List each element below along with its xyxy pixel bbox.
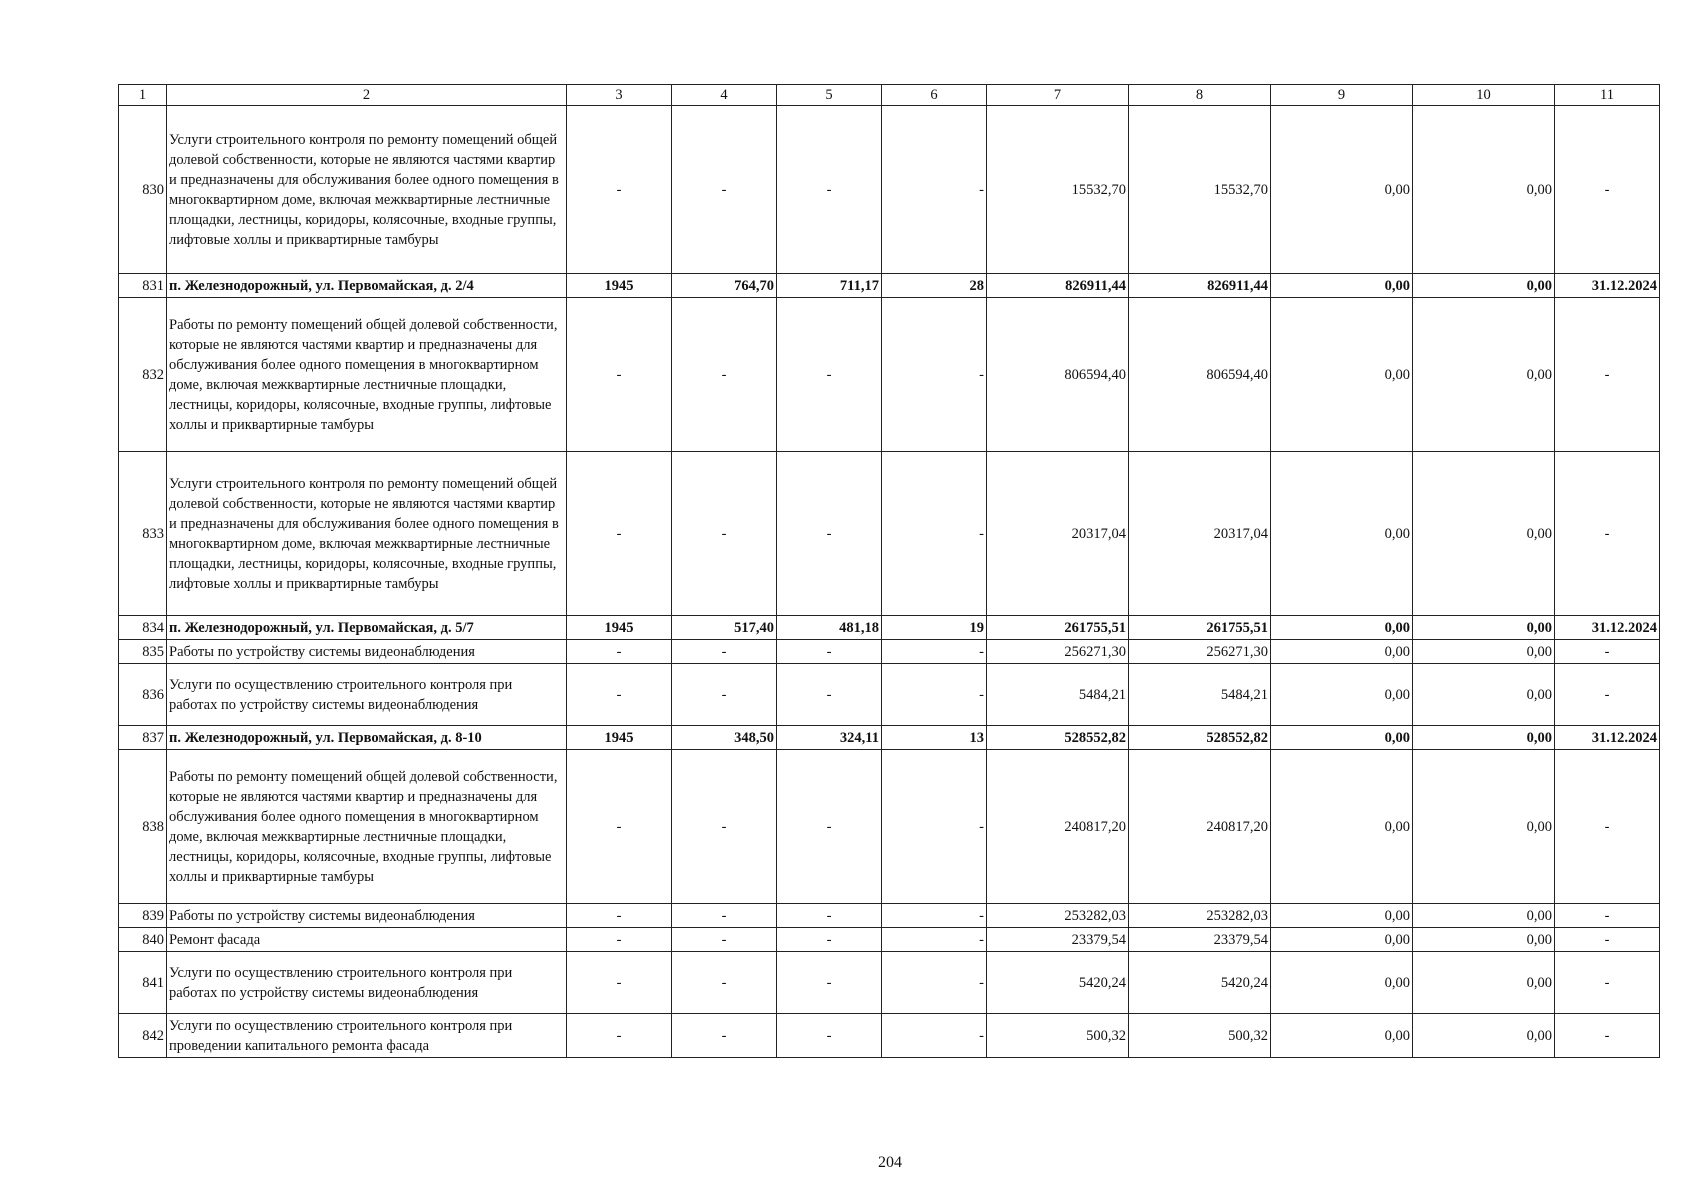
works-table (118, 84, 1660, 1058)
cell-col-7: 23379,54 (987, 928, 1129, 952)
cell-col-3: - (567, 298, 672, 452)
row-number: 838 (119, 750, 167, 904)
row-number: 830 (119, 106, 167, 274)
cell-col-5: - (777, 298, 882, 452)
cell-col-8: 528552,82 (1129, 726, 1271, 750)
cell-col-3: - (567, 452, 672, 616)
cell-col-10: 0,00 (1413, 616, 1555, 640)
cell-col-7: 253282,03 (987, 904, 1129, 928)
cell-col-5: - (777, 750, 882, 904)
cell-col-5: - (777, 928, 882, 952)
table-row (119, 952, 1660, 1014)
cell-col-6: 19 (882, 616, 987, 640)
table-row (119, 106, 1660, 274)
cell-col-11: - (1555, 750, 1660, 904)
row-number: 842 (119, 1014, 167, 1058)
cell-col-8: 5484,21 (1129, 664, 1271, 726)
cell-col-9: 0,00 (1271, 750, 1413, 904)
cell-col-9: 0,00 (1271, 274, 1413, 298)
cell-col-8: 5420,24 (1129, 952, 1271, 1014)
header-col-1: 1 (119, 85, 167, 106)
cell-col-4: - (672, 904, 777, 928)
cell-col-9: 0,00 (1271, 726, 1413, 750)
cell-col-11: - (1555, 298, 1660, 452)
header-col-8: 8 (1129, 85, 1271, 106)
cell-col-6: - (882, 750, 987, 904)
cell-col-9: 0,00 (1271, 298, 1413, 452)
header-col-6: 6 (882, 85, 987, 106)
cell-col-8: 826911,44 (1129, 274, 1271, 298)
cell-col-6: - (882, 664, 987, 726)
header-col-5: 5 (777, 85, 882, 106)
cell-col-10: 0,00 (1413, 1014, 1555, 1058)
cell-col-3: - (567, 1014, 672, 1058)
address: п. Железнодорожный, ул. Первомайская, д. 2/4 (167, 274, 567, 298)
cell-col-6: - (882, 952, 987, 1014)
work-description: Услуги по осуществлению строительного контроля при проведении капитального ремонта фасада (167, 1014, 567, 1058)
table-row (119, 904, 1660, 928)
cell-col-4: - (672, 664, 777, 726)
cell-col-5: - (777, 952, 882, 1014)
work-description: Работы по ремонту помещений общей долевой собственности, которые не являются частями квартир и предназначены для обслуживания более одного помещения в многоквартирном доме, включая межквартирные лестничные площадки, лестницы, коридоры, колясочные, входные группы, лифтовые холлы и приквартирные тамбуры (167, 298, 567, 452)
header-col-10: 10 (1413, 85, 1555, 106)
cell-col-6: 13 (882, 726, 987, 750)
cell-col-10: 0,00 (1413, 904, 1555, 928)
cell-col-5: - (777, 904, 882, 928)
work-description: Услуги строительного контроля по ремонту помещений общей долевой собственности, которые не являются частями квартир и предназначены для обслуживания более одного помещения в многоквартирном доме, включая межквартирные лестничные площадки, лестницы, коридоры, колясочные, входные группы, лифтовые холлы и приквартирные тамбуры (167, 452, 567, 616)
cell-col-3: - (567, 750, 672, 904)
cell-col-6: - (882, 904, 987, 928)
table-row (119, 640, 1660, 664)
row-number: 841 (119, 952, 167, 1014)
cell-col-11: - (1555, 1014, 1660, 1058)
cell-col-3: 1945 (567, 726, 672, 750)
cell-col-3: - (567, 928, 672, 952)
cell-col-9: 0,00 (1271, 452, 1413, 616)
cell-col-6: - (882, 452, 987, 616)
header-col-11: 11 (1555, 85, 1660, 106)
header-row (119, 85, 1660, 106)
work-description: Услуги строительного контроля по ремонту помещений общей долевой собственности, которые не являются частями квартир и предназначены для обслуживания более одного помещения в многоквартирном доме, включая межквартирные лестничные площадки, лестницы, коридоры, колясочные, входные группы, лифтовые холлы и приквартирные тамбуры (167, 106, 567, 274)
cell-col-8: 20317,04 (1129, 452, 1271, 616)
cell-col-3: - (567, 952, 672, 1014)
cell-col-10: 0,00 (1413, 664, 1555, 726)
cell-col-7: 20317,04 (987, 452, 1129, 616)
cell-col-3: - (567, 106, 672, 274)
table-row (119, 1014, 1660, 1058)
cell-col-11: - (1555, 106, 1660, 274)
cell-col-5: 324,11 (777, 726, 882, 750)
cell-col-5: - (777, 664, 882, 726)
cell-col-4: - (672, 298, 777, 452)
cell-col-8: 806594,40 (1129, 298, 1271, 452)
cell-col-7: 261755,51 (987, 616, 1129, 640)
table-row (119, 298, 1660, 452)
cell-col-7: 500,32 (987, 1014, 1129, 1058)
cell-col-10: 0,00 (1413, 726, 1555, 750)
cell-col-7: 5484,21 (987, 664, 1129, 726)
cell-col-8: 23379,54 (1129, 928, 1271, 952)
cell-col-3: - (567, 664, 672, 726)
cell-col-4: - (672, 1014, 777, 1058)
table-row (119, 726, 1660, 750)
cell-col-5: - (777, 640, 882, 664)
cell-col-6: - (882, 106, 987, 274)
cell-col-11: - (1555, 952, 1660, 1014)
cell-col-10: 0,00 (1413, 952, 1555, 1014)
header-col-9: 9 (1271, 85, 1413, 106)
work-description: Работы по устройству системы видеонаблюдения (167, 904, 567, 928)
cell-col-6: 28 (882, 274, 987, 298)
cell-col-5: - (777, 452, 882, 616)
work-description: Услуги по осуществлению строительного контроля при работах по устройству системы видеонаблюдения (167, 664, 567, 726)
cell-col-3: 1945 (567, 274, 672, 298)
row-number: 836 (119, 664, 167, 726)
cell-col-11: - (1555, 640, 1660, 664)
cell-col-8: 500,32 (1129, 1014, 1271, 1058)
cell-col-11: - (1555, 664, 1660, 726)
row-number: 831 (119, 274, 167, 298)
cell-col-4: - (672, 106, 777, 274)
cell-col-9: 0,00 (1271, 640, 1413, 664)
cell-col-3: - (567, 904, 672, 928)
cell-col-4: - (672, 750, 777, 904)
row-number: 833 (119, 452, 167, 616)
table-row (119, 750, 1660, 904)
header-col-4: 4 (672, 85, 777, 106)
cell-col-9: 0,00 (1271, 904, 1413, 928)
cell-col-4: - (672, 952, 777, 1014)
cell-col-7: 826911,44 (987, 274, 1129, 298)
row-number: 832 (119, 298, 167, 452)
table-row (119, 616, 1660, 640)
cell-col-9: 0,00 (1271, 664, 1413, 726)
cell-col-7: 256271,30 (987, 640, 1129, 664)
cell-col-8: 240817,20 (1129, 750, 1271, 904)
row-number: 837 (119, 726, 167, 750)
cell-col-7: 528552,82 (987, 726, 1129, 750)
cell-col-11: 31.12.2024 (1555, 274, 1660, 298)
header-col-7: 7 (987, 85, 1129, 106)
cell-col-4: 764,70 (672, 274, 777, 298)
cell-col-10: 0,00 (1413, 452, 1555, 616)
cell-col-10: 0,00 (1413, 928, 1555, 952)
cell-col-10: 0,00 (1413, 640, 1555, 664)
header-col-3: 3 (567, 85, 672, 106)
cell-col-7: 15532,70 (987, 106, 1129, 274)
cell-col-3: - (567, 640, 672, 664)
row-number: 839 (119, 904, 167, 928)
address: п. Железнодорожный, ул. Первомайская, д. 8-10 (167, 726, 567, 750)
cell-col-9: 0,00 (1271, 928, 1413, 952)
header-col-2: 2 (167, 85, 567, 106)
cell-col-4: - (672, 640, 777, 664)
page-number: 204 (878, 1154, 902, 1171)
cell-col-4: 348,50 (672, 726, 777, 750)
row-number: 840 (119, 928, 167, 952)
cell-col-11: - (1555, 452, 1660, 616)
cell-col-6: - (882, 928, 987, 952)
cell-col-5: - (777, 106, 882, 274)
cell-col-5: 711,17 (777, 274, 882, 298)
cell-col-9: 0,00 (1271, 106, 1413, 274)
cell-col-5: - (777, 1014, 882, 1058)
table-row (119, 274, 1660, 298)
work-description: Услуги по осуществлению строительного контроля при работах по устройству системы видеонаблюдения (167, 952, 567, 1014)
cell-col-11: - (1555, 928, 1660, 952)
cell-col-10: 0,00 (1413, 106, 1555, 274)
work-description: Ремонт фасада (167, 928, 567, 952)
cell-col-4: - (672, 452, 777, 616)
row-number: 834 (119, 616, 167, 640)
row-number: 835 (119, 640, 167, 664)
cell-col-8: 253282,03 (1129, 904, 1271, 928)
work-description: Работы по ремонту помещений общей долевой собственности, которые не являются частями квартир и предназначены для обслуживания более одного помещения в многоквартирном доме, включая межквартирные лестничные площадки, лестницы, коридоры, колясочные, входные группы, лифтовые холлы и приквартирные тамбуры (167, 750, 567, 904)
cell-col-10: 0,00 (1413, 274, 1555, 298)
cell-col-9: 0,00 (1271, 952, 1413, 1014)
table-row (119, 664, 1660, 726)
cell-col-4: 517,40 (672, 616, 777, 640)
cell-col-7: 240817,20 (987, 750, 1129, 904)
cell-col-10: 0,00 (1413, 750, 1555, 904)
table-row (119, 452, 1660, 616)
cell-col-8: 256271,30 (1129, 640, 1271, 664)
cell-col-7: 5420,24 (987, 952, 1129, 1014)
cell-col-11: 31.12.2024 (1555, 616, 1660, 640)
work-description: Работы по устройству системы видеонаблюдения (167, 640, 567, 664)
cell-col-4: - (672, 928, 777, 952)
address: п. Железнодорожный, ул. Первомайская, д. 5/7 (167, 616, 567, 640)
cell-col-8: 15532,70 (1129, 106, 1271, 274)
cell-col-9: 0,00 (1271, 616, 1413, 640)
cell-col-10: 0,00 (1413, 298, 1555, 452)
cell-col-9: 0,00 (1271, 1014, 1413, 1058)
cell-col-11: - (1555, 904, 1660, 928)
cell-col-6: - (882, 1014, 987, 1058)
cell-col-5: 481,18 (777, 616, 882, 640)
cell-col-7: 806594,40 (987, 298, 1129, 452)
cell-col-11: 31.12.2024 (1555, 726, 1660, 750)
cell-col-6: - (882, 640, 987, 664)
cell-col-6: - (882, 298, 987, 452)
cell-col-3: 1945 (567, 616, 672, 640)
table-row (119, 928, 1660, 952)
cell-col-8: 261755,51 (1129, 616, 1271, 640)
